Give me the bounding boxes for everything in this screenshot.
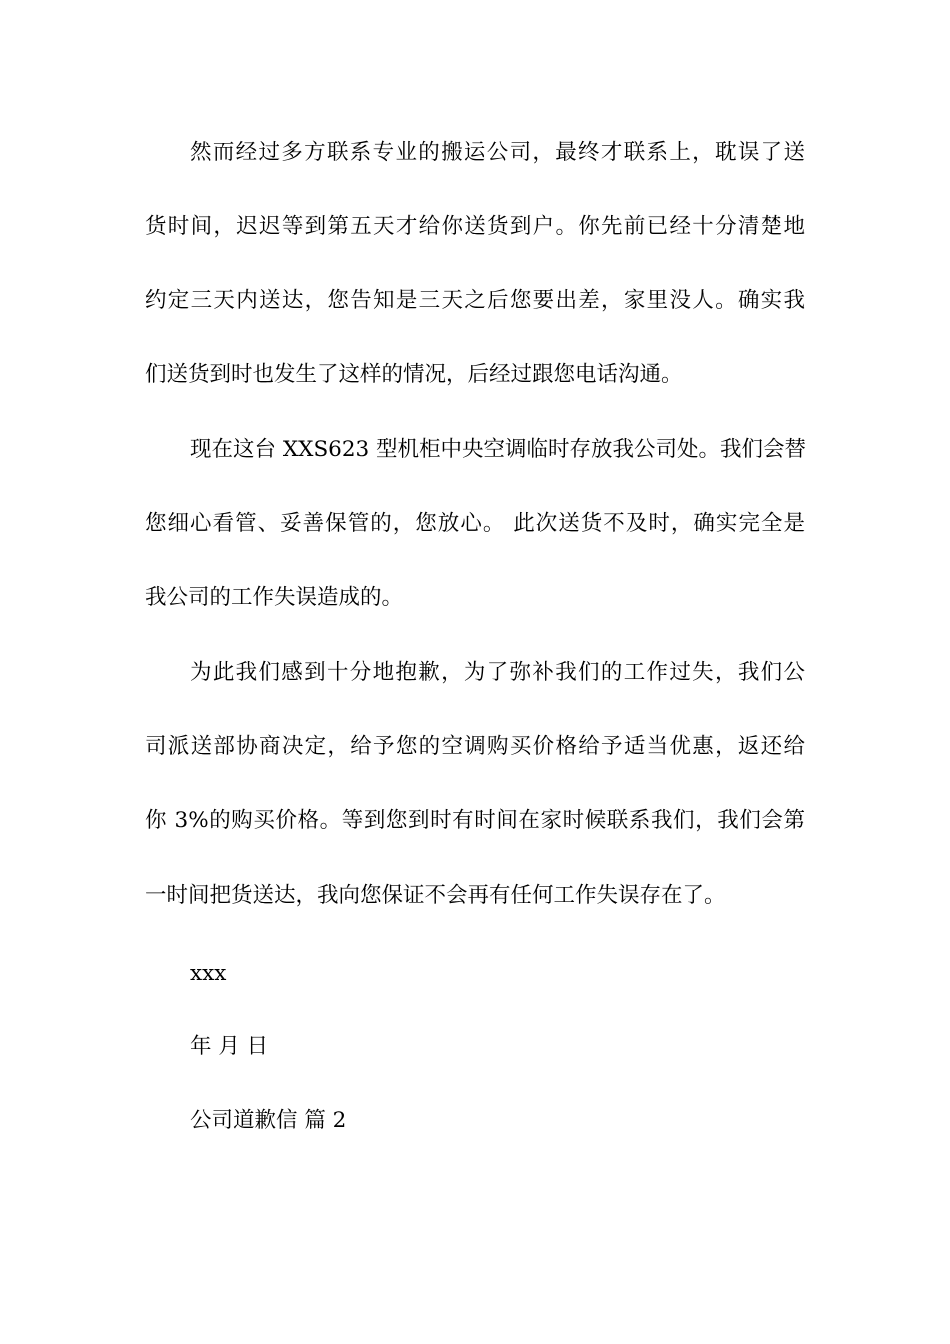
date-line: 年 月 日 <box>190 1034 269 1059</box>
paragraph-2-line-2: 您细心看管、妥善保管的，您放心。 此次送货不及时，确实完全是 <box>145 511 805 536</box>
paragraph-3-line-3: 你 3%的购买价格。等到您到时有时间在家时候联系我们，我们会第 <box>145 808 805 833</box>
paragraph-3-line-2: 司派送部协商决定，给予您的空调购买价格给予适当优惠，返还给 <box>145 734 805 759</box>
paragraph-2-line-3: 我公司的工作失误造成的。 <box>145 585 404 610</box>
paragraph-1-line-3: 约定三天内送达，您告知是三天之后您要出差，家里没人。确实我 <box>145 288 805 313</box>
paragraph-1-line-2: 货时间，迟迟等到第五天才给你送货到户。你先前已经十分清楚地 <box>145 214 805 239</box>
signature: xxx <box>190 961 227 986</box>
paragraph-2-line-1: 现在这台 XXS623 型机柜中央空调临时存放我公司处。我们会替 <box>190 437 807 462</box>
paragraph-1-line-4: 们送货到时也发生了这样的情况，后经过跟您电话沟通。 <box>145 362 683 387</box>
paragraph-3-line-4: 一时间把货送达，我向您保证不会再有任何工作失误存在了。 <box>145 883 726 908</box>
paragraph-3-line-1: 为此我们感到十分地抱歉，为了弥补我们的工作过失，我们公 <box>190 660 805 685</box>
paragraph-1-line-1: 然而经过多方联系专业的搬运公司，最终才联系上，耽误了送 <box>190 140 805 165</box>
section-heading: 公司道歉信 篇 2 <box>190 1108 347 1133</box>
